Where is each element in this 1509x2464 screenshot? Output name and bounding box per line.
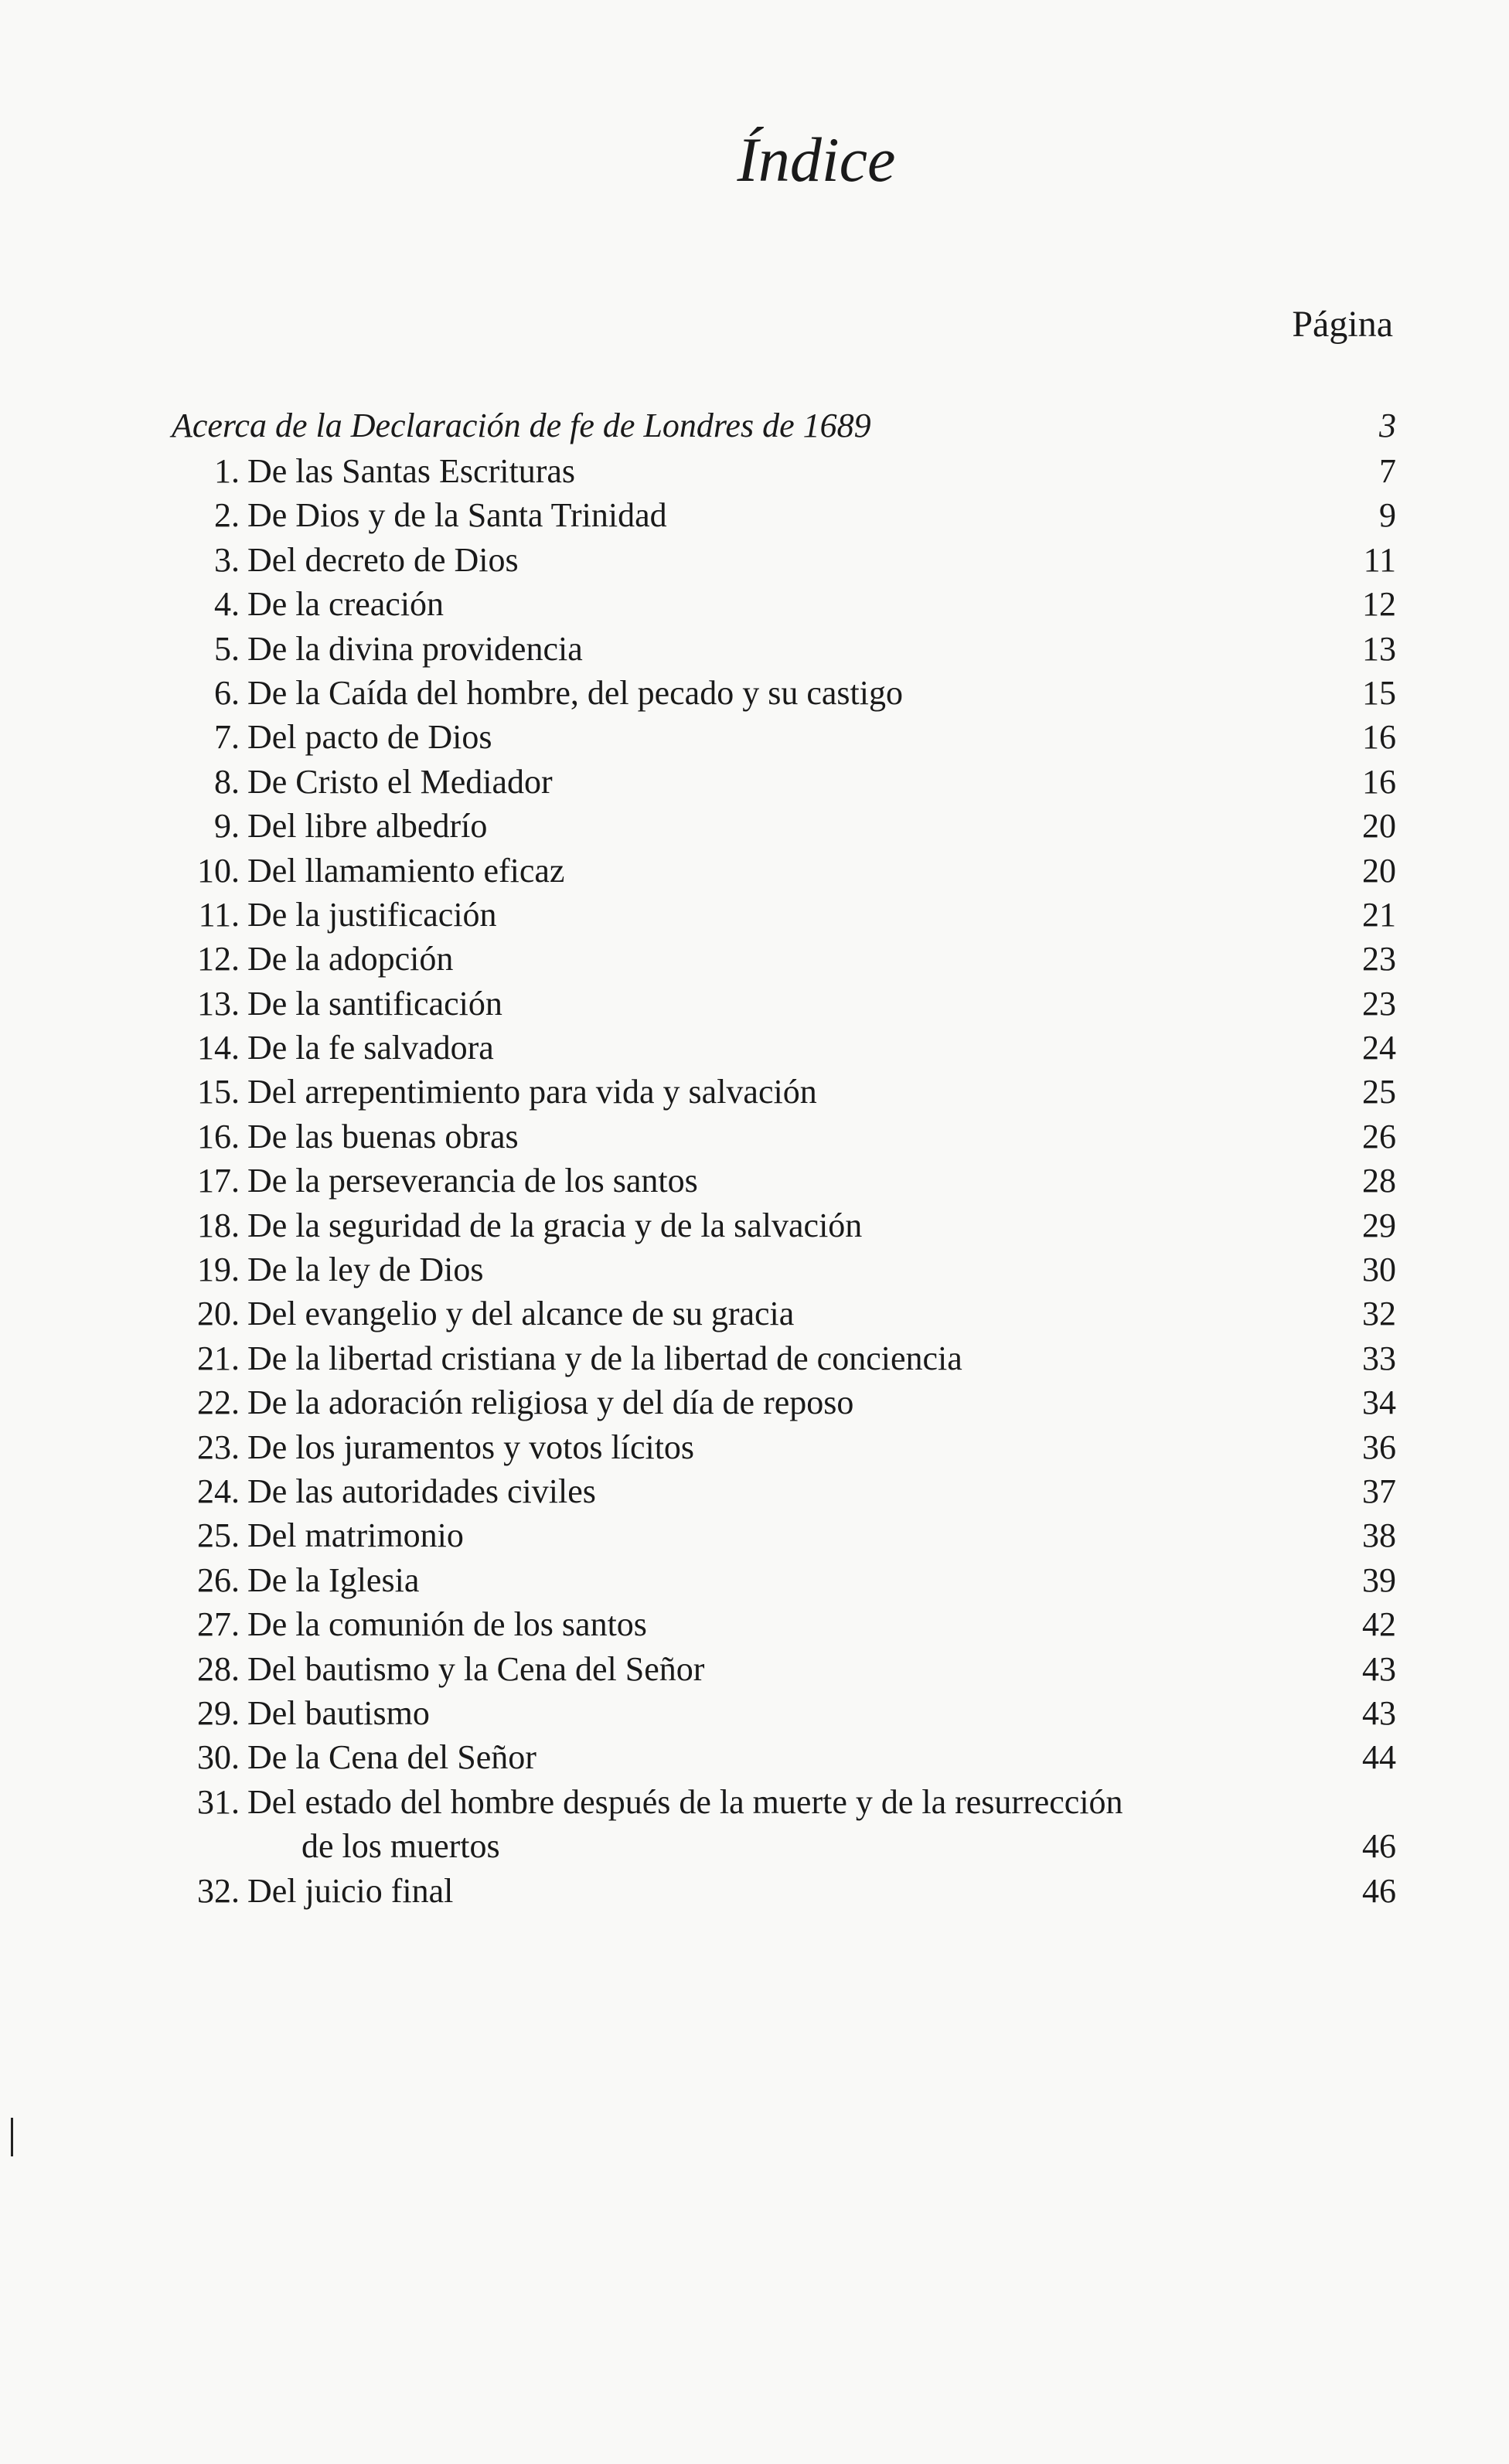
- entry-number: 6.: [214, 673, 240, 712]
- entry-page-number: 32: [1362, 1295, 1396, 1333]
- entry-page-number: 9: [1379, 496, 1396, 535]
- toc-entry: [172, 1871, 1396, 1915]
- toc-entry: [172, 629, 1396, 673]
- entry-number: 28.: [197, 1649, 240, 1688]
- entry-title: Del libre albedrío: [247, 807, 488, 846]
- toc-entry: [172, 806, 1396, 850]
- entry-page-number: 21: [1362, 895, 1396, 934]
- entry-title: De la adoración religiosa y del día de reposo: [247, 1383, 854, 1422]
- entry-title: De la comunión de los santos: [247, 1605, 647, 1644]
- entry-title: De la Iglesia: [247, 1560, 420, 1599]
- entry-number: 8.: [214, 762, 240, 801]
- toc-entry: [172, 451, 1396, 495]
- toc-list: [172, 451, 1396, 1915]
- toc-entry: [172, 1339, 1396, 1383]
- entry-number: 32.: [197, 1871, 240, 1910]
- entry-title: Del decreto de Dios: [247, 540, 519, 579]
- entry-title: De la fe salvadora: [247, 1029, 494, 1067]
- entry-title: Del juicio final: [247, 1871, 454, 1910]
- toc-entry: [172, 1782, 1396, 1871]
- entry-number: 31.: [197, 1782, 240, 1821]
- toc-entry: [172, 1472, 1396, 1516]
- entry-title: De la ley de Dios: [247, 1251, 484, 1289]
- toc-entry: [172, 495, 1396, 539]
- entry-number: 13.: [197, 984, 240, 1023]
- toc-entry: [172, 1737, 1396, 1782]
- entry-title: De la divina providencia: [247, 629, 583, 668]
- entry-page-number: 44: [1362, 1738, 1396, 1777]
- entry-title-continuation: de los muertos: [301, 1826, 500, 1865]
- entry-page-number: 26: [1362, 1117, 1396, 1155]
- toc-entry: [172, 584, 1396, 628]
- entry-title: Del bautismo: [247, 1693, 430, 1732]
- entry-number: 22.: [197, 1383, 240, 1422]
- entry-title: De la justificación: [247, 895, 497, 934]
- toc-entry: [172, 1516, 1396, 1560]
- entry-title: Del evangelio y del alcance de su gracia: [247, 1295, 795, 1333]
- entry-title: Del estado del hombre después de la muerte y de la resurrección: [247, 1782, 1123, 1821]
- entry-number: 23.: [197, 1428, 240, 1466]
- entry-number: 30.: [197, 1738, 240, 1777]
- entry-number: 9.: [214, 807, 240, 846]
- entry-page-number: 23: [1362, 984, 1396, 1023]
- entry-page-number: 20: [1362, 851, 1396, 890]
- entry-page-number: 46: [1362, 1826, 1396, 1865]
- entry-title: De las buenas obras: [247, 1117, 519, 1155]
- entry-page-number: 46: [1362, 1871, 1396, 1910]
- entry-page-number: 24: [1362, 1029, 1396, 1067]
- toc-entry: [172, 540, 1396, 584]
- toc-entry: [172, 1117, 1396, 1161]
- entry-page-number: 13: [1362, 629, 1396, 668]
- entry-number: 21.: [197, 1339, 240, 1377]
- entry-title: De la santificación: [247, 984, 502, 1023]
- toc-entry: [172, 851, 1396, 895]
- entry-page-number: 16: [1362, 762, 1396, 801]
- entry-page-number: 43: [1362, 1693, 1396, 1732]
- entry-page-number: 30: [1362, 1251, 1396, 1289]
- entry-title: De la libertad cristiana y de la libertad de conciencia: [247, 1339, 962, 1377]
- toc-entry: [172, 1072, 1396, 1116]
- entry-page-number: 25: [1362, 1073, 1396, 1111]
- entry-page-number: 36: [1362, 1428, 1396, 1466]
- toc-entry: [172, 1428, 1396, 1472]
- entry-page-number: 29: [1362, 1206, 1396, 1244]
- entry-number: 25.: [197, 1516, 240, 1555]
- entry-title: Del matrimonio: [247, 1516, 464, 1555]
- toc-entry: [172, 762, 1396, 806]
- toc-entry: [172, 1294, 1396, 1338]
- entry-page-number: 23: [1362, 940, 1396, 978]
- entry-title: De la adopción: [247, 940, 454, 978]
- entry-number: 3.: [214, 540, 240, 579]
- entry-page-number: 39: [1362, 1560, 1396, 1599]
- entry-page-number: 34: [1362, 1383, 1396, 1422]
- toc-entry: [172, 1605, 1396, 1649]
- entry-title: Del llamamiento eficaz: [247, 851, 565, 890]
- entry-title: De Dios y de la Santa Trinidad: [247, 496, 667, 535]
- entry-number: 15.: [197, 1073, 240, 1111]
- intro-text: Acerca de la Declaración de fe de Londres de 1689: [172, 407, 871, 444]
- entry-number: 10.: [197, 851, 240, 890]
- entry-number: 24.: [197, 1472, 240, 1510]
- entry-page-number: 16: [1362, 718, 1396, 757]
- entry-number: 12.: [197, 940, 240, 978]
- toc-entry: [172, 717, 1396, 761]
- entry-number: 26.: [197, 1560, 240, 1599]
- intro-page-number: 3: [1379, 407, 1396, 444]
- entry-title: Del bautismo y la Cena del Señor: [247, 1649, 705, 1688]
- entry-page-number: 12: [1362, 585, 1396, 624]
- entry-page-number: 42: [1362, 1605, 1396, 1644]
- entry-page-number: 7: [1379, 452, 1396, 490]
- entry-number: 17.: [197, 1162, 240, 1200]
- entry-page-number: 38: [1362, 1516, 1396, 1555]
- entry-title: De la perseverancia de los santos: [247, 1162, 698, 1200]
- entry-number: 27.: [197, 1605, 240, 1644]
- entry-number: 11.: [198, 895, 240, 934]
- entry-page-number: 15: [1362, 673, 1396, 712]
- toc-entry: [172, 1250, 1396, 1294]
- entry-number: 14.: [197, 1029, 240, 1067]
- entry-title: De Cristo el Mediador: [247, 762, 553, 801]
- entry-title: De la Cena del Señor: [247, 1738, 536, 1777]
- toc-entry: [172, 1693, 1396, 1737]
- entry-number: 2.: [214, 496, 240, 535]
- intro-entry: [172, 406, 1396, 449]
- toc-entry: [172, 895, 1396, 939]
- toc-entry: [172, 1206, 1396, 1250]
- entry-title: De la creación: [247, 585, 445, 624]
- entry-number: 18.: [197, 1206, 240, 1244]
- entry-title: Del pacto de Dios: [247, 718, 492, 757]
- entry-number: 16.: [197, 1117, 240, 1155]
- toc-entry: [172, 1649, 1396, 1693]
- entry-page-number: 37: [1362, 1472, 1396, 1510]
- entry-number: 20.: [197, 1295, 240, 1333]
- entry-number: 29.: [197, 1693, 240, 1732]
- entry-title: De las autoridades civiles: [247, 1472, 596, 1510]
- entry-title: De la seguridad de la gracia y de la salvación: [247, 1206, 863, 1244]
- entry-page-number: 28: [1362, 1162, 1396, 1200]
- entry-title: De la Caída del hombre, del pecado y su castigo: [247, 673, 903, 712]
- page-title: Índice: [737, 124, 896, 195]
- toc-entry: [172, 1161, 1396, 1205]
- entry-page-number: 20: [1362, 807, 1396, 846]
- entry-number: 7.: [214, 718, 240, 757]
- entry-number: 5.: [214, 629, 240, 668]
- toc-entry: [172, 1560, 1396, 1605]
- entry-page-number: 43: [1362, 1649, 1396, 1688]
- entry-title: De las Santas Escrituras: [247, 452, 575, 490]
- toc-entry: [172, 939, 1396, 983]
- toc-entry: [172, 1028, 1396, 1072]
- toc-entry: [172, 673, 1396, 717]
- entry-page-number: 11: [1363, 540, 1396, 579]
- entry-title: De los juramentos y votos lícitos: [247, 1428, 695, 1466]
- entry-number: 1.: [214, 452, 240, 490]
- entry-page-number: 33: [1362, 1339, 1396, 1377]
- entry-number: 4.: [214, 585, 240, 624]
- toc-entry: [172, 1383, 1396, 1427]
- entry-number: 19.: [197, 1251, 240, 1289]
- page-column-label: Página: [1292, 304, 1393, 345]
- toc-entry: [172, 984, 1396, 1028]
- scan-edge-mark: [11, 2118, 13, 2156]
- entry-title: Del arrepentimiento para vida y salvación: [247, 1073, 817, 1111]
